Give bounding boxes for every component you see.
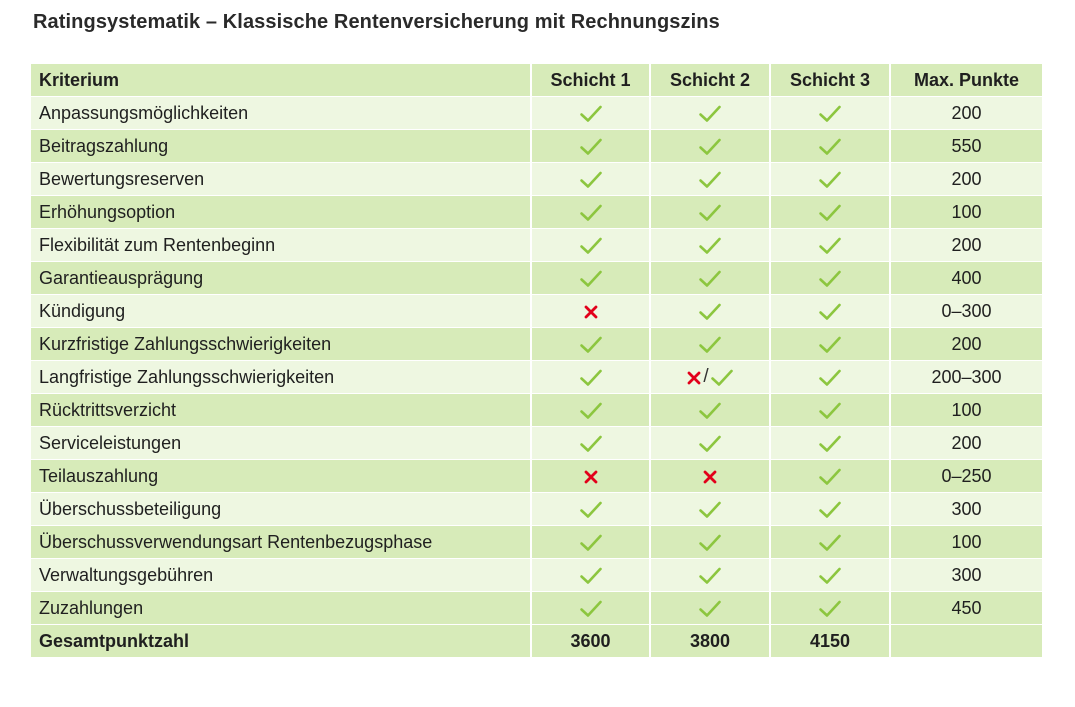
cell-schicht-3: [771, 526, 891, 559]
cell-schicht-2: [651, 295, 771, 328]
cell-max-punkte: 100: [891, 196, 1042, 229]
table-row: [31, 592, 1042, 625]
table-row: [31, 130, 1042, 163]
check-icon: [818, 467, 842, 487]
cell-criterion: Kurzfristige Zahlungsschwierigkeiten: [31, 328, 532, 361]
cell-schicht-3: [771, 493, 891, 526]
cell-schicht-2: [651, 559, 771, 592]
table-row: [31, 229, 1042, 262]
cell-schicht-2: [651, 361, 771, 394]
cell-schicht-1: [532, 592, 651, 625]
cell-schicht-1: [532, 493, 651, 526]
check-icon: [818, 302, 842, 322]
check-icon: [698, 269, 722, 289]
table-body: [31, 97, 1042, 625]
cell-schicht-2: [651, 592, 771, 625]
cell-max-punkte: 300: [891, 559, 1042, 592]
table-row: [31, 559, 1042, 592]
cell-max-punkte: 200: [891, 427, 1042, 460]
check-icon: [698, 137, 722, 157]
cell-schicht-3: [771, 394, 891, 427]
cell-max-punkte: 200: [891, 163, 1042, 196]
check-icon: [698, 434, 722, 454]
cell-schicht-2: [651, 493, 771, 526]
check-icon: [579, 566, 603, 586]
cell-criterion: Garantieausprägung: [31, 262, 532, 295]
cell-schicht-2: [651, 526, 771, 559]
check-icon: [698, 566, 722, 586]
cell-max-punkte: 100: [891, 394, 1042, 427]
cell-criterion: Überschussverwendungsart Rentenbezugsphase: [31, 526, 532, 559]
check-icon: [818, 236, 842, 256]
cell-schicht-1: [532, 328, 651, 361]
check-icon: [818, 566, 842, 586]
cell-schicht-3: [771, 328, 891, 361]
cell-schicht-1: [532, 262, 651, 295]
table-header-row: [31, 64, 1042, 97]
cross-icon: [702, 469, 718, 485]
check-icon: [818, 137, 842, 157]
cell-criterion: Beitragszahlung: [31, 130, 532, 163]
cell-criterion: Serviceleistungen: [31, 427, 532, 460]
check-icon: [579, 203, 603, 223]
cell-schicht-3: [771, 592, 891, 625]
cell-schicht-3: [771, 97, 891, 130]
check-icon: [698, 203, 722, 223]
cell-schicht-3: [771, 196, 891, 229]
cell-schicht-1: [532, 394, 651, 427]
cell-schicht-1: [532, 361, 651, 394]
total-label: Gesamtpunktzahl: [31, 625, 532, 658]
table-row: [31, 526, 1042, 559]
table-row: [31, 427, 1042, 460]
cell-criterion: Zuzahlungen: [31, 592, 532, 625]
cell-schicht-3: [771, 295, 891, 328]
cell-schicht-3: [771, 262, 891, 295]
total-schicht-3: 4150: [771, 625, 891, 658]
check-icon: [818, 104, 842, 124]
check-icon: [579, 236, 603, 256]
page-title: Ratingsystematik – Klassische Rentenversicherung mit Rechnungszins: [33, 11, 720, 33]
cell-max-punkte: 450: [891, 592, 1042, 625]
table-row: [31, 328, 1042, 361]
table-row: [31, 460, 1042, 493]
check-icon: [579, 335, 603, 355]
table-row: [31, 493, 1042, 526]
cell-schicht-1: [532, 559, 651, 592]
cell-max-punkte: 400: [891, 262, 1042, 295]
check-icon: [698, 500, 722, 520]
check-icon: [579, 368, 603, 388]
header-schicht-2: Schicht 2: [651, 64, 771, 97]
table-row: [31, 394, 1042, 427]
check-icon: [818, 203, 842, 223]
check-icon: [698, 302, 722, 322]
cell-schicht-1: [532, 526, 651, 559]
check-icon: [818, 170, 842, 190]
check-icon: [579, 599, 603, 619]
header-kriterium: Kriterium: [31, 64, 532, 97]
cell-schicht-3: [771, 427, 891, 460]
check-icon: [710, 368, 734, 388]
table-row: [31, 262, 1042, 295]
check-icon: [579, 533, 603, 553]
check-icon: [698, 599, 722, 619]
cell-schicht-2: [651, 328, 771, 361]
cell-max-punkte: 0–300: [891, 295, 1042, 328]
check-icon: [579, 137, 603, 157]
cell-schicht-3: [771, 460, 891, 493]
cell-criterion: Langfristige Zahlungsschwierigkeiten: [31, 361, 532, 394]
cell-schicht-1: [532, 295, 651, 328]
cell-criterion: Kündigung: [31, 295, 532, 328]
cell-max-punkte: 0–250: [891, 460, 1042, 493]
check-icon: [818, 599, 842, 619]
cell-schicht-1: [532, 130, 651, 163]
total-schicht-2: 3800: [651, 625, 771, 658]
cell-max-punkte: 200: [891, 328, 1042, 361]
rating-table: [31, 64, 1042, 658]
check-icon: [698, 170, 722, 190]
check-icon: [579, 500, 603, 520]
check-icon: [818, 500, 842, 520]
cell-max-punkte: 200: [891, 229, 1042, 262]
table-row: [31, 97, 1042, 130]
cell-max-punkte: 200–300: [891, 361, 1042, 394]
cell-schicht-3: [771, 559, 891, 592]
check-icon: [818, 401, 842, 421]
slash-separator: /: [703, 366, 709, 388]
total-schicht-1: 3600: [532, 625, 651, 658]
cell-criterion: Flexibilität zum Rentenbeginn: [31, 229, 532, 262]
check-icon: [818, 269, 842, 289]
check-icon: [818, 533, 842, 553]
check-icon: [818, 368, 842, 388]
check-icon: [698, 104, 722, 124]
header-schicht-3: Schicht 3: [771, 64, 891, 97]
cell-schicht-3: [771, 130, 891, 163]
cell-schicht-2: [651, 262, 771, 295]
check-icon: [698, 335, 722, 355]
check-icon: [698, 533, 722, 553]
cell-criterion: Teilauszahlung: [31, 460, 532, 493]
cell-schicht-2: [651, 163, 771, 196]
cell-schicht-3: [771, 229, 891, 262]
check-icon: [818, 335, 842, 355]
header-schicht-1: Schicht 1: [532, 64, 651, 97]
cell-schicht-3: [771, 361, 891, 394]
check-icon: [579, 104, 603, 124]
table-row: [31, 295, 1042, 328]
check-icon: [579, 170, 603, 190]
total-row: [31, 625, 1042, 658]
table-row: [31, 163, 1042, 196]
cell-criterion: Verwaltungsgebühren: [31, 559, 532, 592]
cell-schicht-1: [532, 97, 651, 130]
cell-schicht-1: [532, 163, 651, 196]
cell-criterion: Anpassungsmöglichkeiten: [31, 97, 532, 130]
header-max-punkte: Max. Punkte: [891, 64, 1042, 97]
cell-schicht-2: [651, 97, 771, 130]
cross-icon: [583, 469, 599, 485]
cell-criterion: Rücktrittsverzicht: [31, 394, 532, 427]
cell-schicht-2: [651, 130, 771, 163]
cell-schicht-3: [771, 163, 891, 196]
cell-max-punkte: 550: [891, 130, 1042, 163]
check-icon: [698, 401, 722, 421]
cell-schicht-2: [651, 229, 771, 262]
cell-schicht-2: [651, 427, 771, 460]
table-row: [31, 196, 1042, 229]
cross-icon: [583, 304, 599, 320]
check-icon: [579, 401, 603, 421]
cell-max-punkte: 300: [891, 493, 1042, 526]
table-row: [31, 361, 1042, 394]
check-icon: [579, 434, 603, 454]
check-icon: [698, 236, 722, 256]
cell-schicht-1: [532, 427, 651, 460]
cell-criterion: Erhöhungsoption: [31, 196, 532, 229]
cell-schicht-1: [532, 460, 651, 493]
check-icon: [818, 434, 842, 454]
check-icon: [579, 269, 603, 289]
cell-max-punkte: 100: [891, 526, 1042, 559]
cross-icon: [686, 370, 702, 386]
cell-schicht-1: [532, 196, 651, 229]
cell-max-punkte: 200: [891, 97, 1042, 130]
cell-criterion: Bewertungsreserven: [31, 163, 532, 196]
cell-schicht-2: [651, 460, 771, 493]
cell-schicht-2: [651, 394, 771, 427]
cell-criterion: Überschussbeteiligung: [31, 493, 532, 526]
cell-schicht-1: [532, 229, 651, 262]
total-max-punkte: [891, 625, 1042, 658]
cell-schicht-2: [651, 196, 771, 229]
